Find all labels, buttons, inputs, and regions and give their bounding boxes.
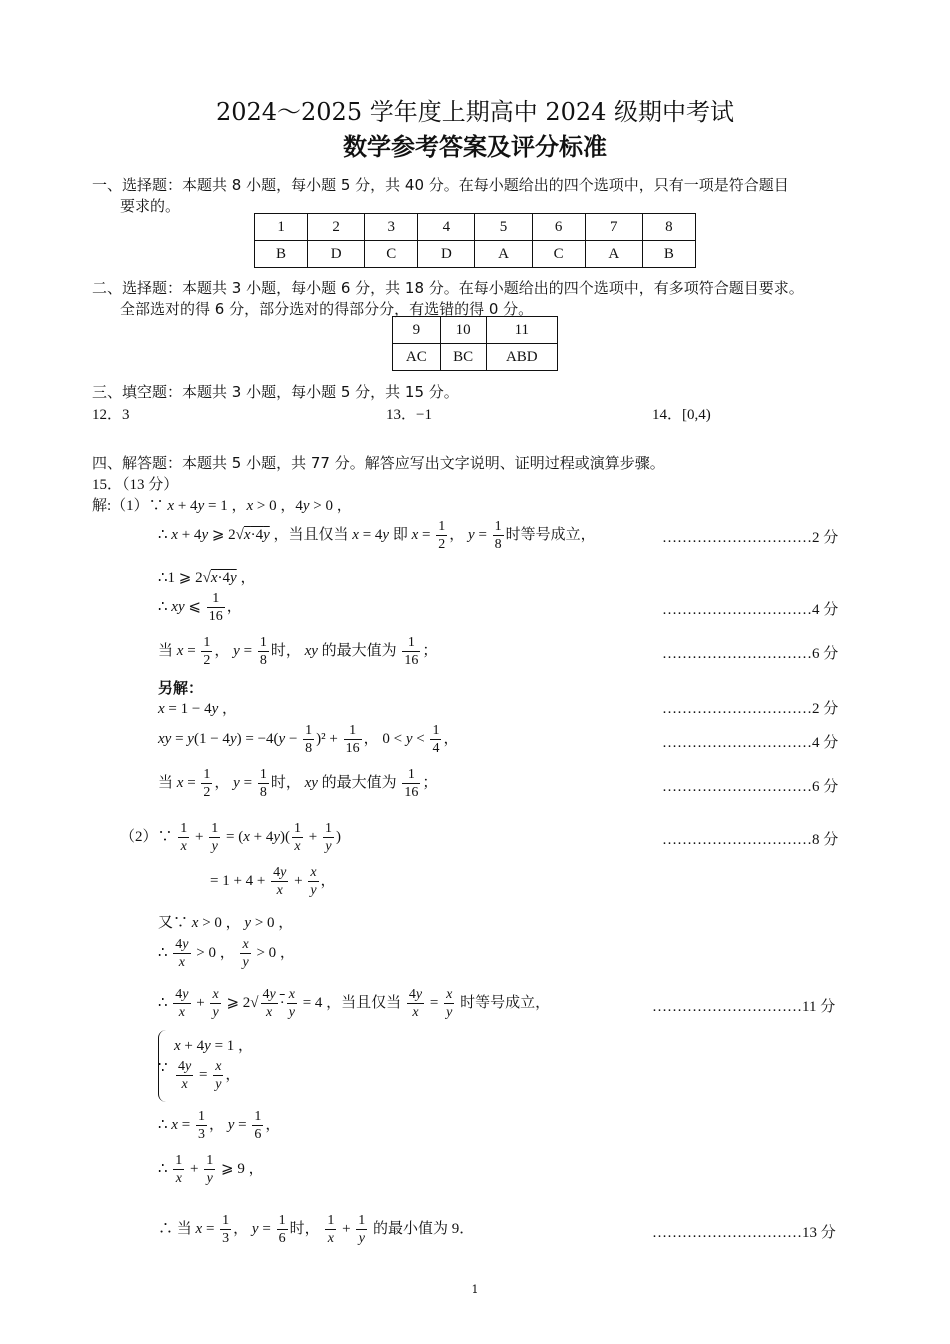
table-cell: 7 [585, 214, 642, 241]
section2-heading: 二、选择题：本题共 3 小题，每小题 6 分，共 18 分。在每小题给出的四个选项中，有多项符合题目要求。 [92, 279, 804, 297]
solution-line: ∵ [158, 1060, 168, 1076]
table-cell: 9 [393, 317, 441, 344]
score-marker: …………………………4 分 [662, 602, 839, 618]
section1-heading: 一、选择题：本题共 8 小题，每小题 5 分，共 40 分。在每小题给出的四个选项中，只有一项是符合题目 [92, 176, 789, 194]
solution-line: 又∵ x > 0 ， y > 0 ， [158, 915, 294, 931]
alt-solution-label: 另解： [158, 679, 204, 697]
score-marker: …………………………2 分 [662, 530, 839, 546]
table-cell: 10 [440, 317, 486, 344]
score-marker: …………………………8 分 [662, 832, 839, 848]
table-cell: B [255, 241, 308, 268]
score-marker: …………………………6 分 [662, 646, 839, 662]
table-cell: 2 [308, 214, 365, 241]
table-cell: C [532, 241, 585, 268]
solution-line: ∴ $\frac{1}{x}$ + $\frac{1}{y}$ ⩾ 9 ， [158, 1153, 264, 1186]
table-cell: BC [440, 344, 486, 371]
solution-line: ∴ x = $\frac{1}{3}$ ， y = $\frac{1}{6}$ ， [158, 1109, 281, 1142]
solution-line: ∴ x + 4y ⩾ 2√x·4y ，当且仅当 x = 4y 即 x = $\frac{1}{2}$ ， y = $\frac{1}{8}$ 时等号成立， [158, 519, 596, 552]
section3-heading: 三、填空题：本题共 3 小题，每小题 5 分，共 15 分。 [92, 383, 459, 401]
page-subtitle: 数学参考答案及评分标准 [343, 133, 607, 161]
solution-line: （2）∵ $\frac{1}{x}$ + $\frac{1}{y}$ = (x + 4y)( $\frac{1}{x}$ + $\frac{1}{y}$ ) [120, 821, 341, 854]
solution-line: = 1 + 4 + $\frac{4y}{x}$ + $\frac{x}{y}$ ， [210, 865, 336, 898]
table-cell: A [585, 241, 642, 268]
table-cell: 1 [255, 214, 308, 241]
table-row [255, 214, 696, 241]
page-number: 1 [471, 1283, 479, 1296]
table-cell: A [475, 241, 532, 268]
solution-line: ∴ 当 x = $\frac{1}{3}$ ， y = $\frac{1}{6}$ 时， $\frac{1}{x}$ + $\frac{1}{y}$ 的最小值为 9． [158, 1213, 475, 1246]
section1-answer-table [254, 213, 696, 268]
score-marker: …………………………11 分 [652, 999, 836, 1015]
solution-line: ∴1 ⩾ 2√x·4y ， [158, 570, 256, 586]
solution-line: 当 x = $\frac{1}{2}$ ， y = $\frac{1}{8}$ 时， xy 的最大值为 $\frac{1}{16}$ ； [158, 635, 438, 668]
solution-line: $\frac{4y}{x}$ = $\frac{x}{y}$ ， [178, 1059, 241, 1092]
score-marker: …………………………6 分 [662, 779, 839, 795]
table-cell: 11 [486, 317, 557, 344]
page-title: 2024～2025 学年度上期高中 2024 级期中考试 [215, 98, 735, 126]
table-cell: 8 [642, 214, 695, 241]
table-cell: AC [393, 344, 441, 371]
table-cell: ABD [486, 344, 557, 371]
section2-heading-cont: 全部选对的得 6 分，部分选对的得部分分，有选错的得 0 分。 [120, 300, 534, 318]
table-cell: 6 [532, 214, 585, 241]
table-row [255, 241, 696, 268]
table-row [393, 317, 558, 344]
solution-line: ∴ $\frac{4y}{x}$ + $\frac{x}{y}$ ⩾ 2√ $\frac{4y}{x}$ · $\frac{x}{y}$ = 4 ，当且仅当 $\frac{4y}{x}$ = $\frac{x}{y}$ 时等号成立， [158, 987, 551, 1020]
solution-line: x = 1 − 4y ， [158, 701, 238, 717]
table-cell: C [365, 241, 418, 268]
solution-line: 解:（1）∵ x + 4y = 1 ，x > 0 ，4y > 0 ， [92, 498, 352, 514]
table-cell: D [418, 241, 475, 268]
table-cell: 4 [418, 214, 475, 241]
solution-line: xy = y(1 − 4y) = −4(y − $\frac{1}{8}$ )² + $\frac{1}{16}$ ， 0 < y < $\frac{1}{4}$ ， [158, 723, 459, 756]
table-cell: 3 [365, 214, 418, 241]
system-brace [158, 1030, 169, 1102]
answer-12: 12．3 [92, 407, 130, 423]
table-row [393, 344, 558, 371]
table-cell: B [642, 241, 695, 268]
question-15-label: 15．（13 分） [92, 477, 179, 493]
solution-line: ∴ $\frac{4y}{x}$ > 0 ， $\frac{x}{y}$ > 0 ， [158, 937, 295, 970]
solution-line: ∴ xy ⩽ $\frac{1}{16}$ ， [158, 591, 242, 624]
section4-heading: 四、解答题：本题共 5 小题，共 77 分。解答应写出文字说明、证明过程或演算步骤。 [92, 454, 665, 472]
table-cell: 5 [475, 214, 532, 241]
score-marker: …………………………13 分 [652, 1225, 836, 1241]
section1-heading-cont: 要求的。 [120, 197, 181, 215]
solution-line: x + 4y = 1 ， [174, 1038, 254, 1054]
answer-13: 13．−1 [386, 407, 432, 423]
answer-14: 14．[0,4) [652, 407, 711, 423]
section2-answer-table [392, 316, 558, 371]
score-marker: …………………………4 分 [662, 735, 839, 751]
solution-line: 当 x = $\frac{1}{2}$ ， y = $\frac{1}{8}$ 时， xy 的最大值为 $\frac{1}{16}$ ； [158, 767, 438, 800]
score-marker: …………………………2 分 [662, 701, 839, 717]
table-cell: D [308, 241, 365, 268]
